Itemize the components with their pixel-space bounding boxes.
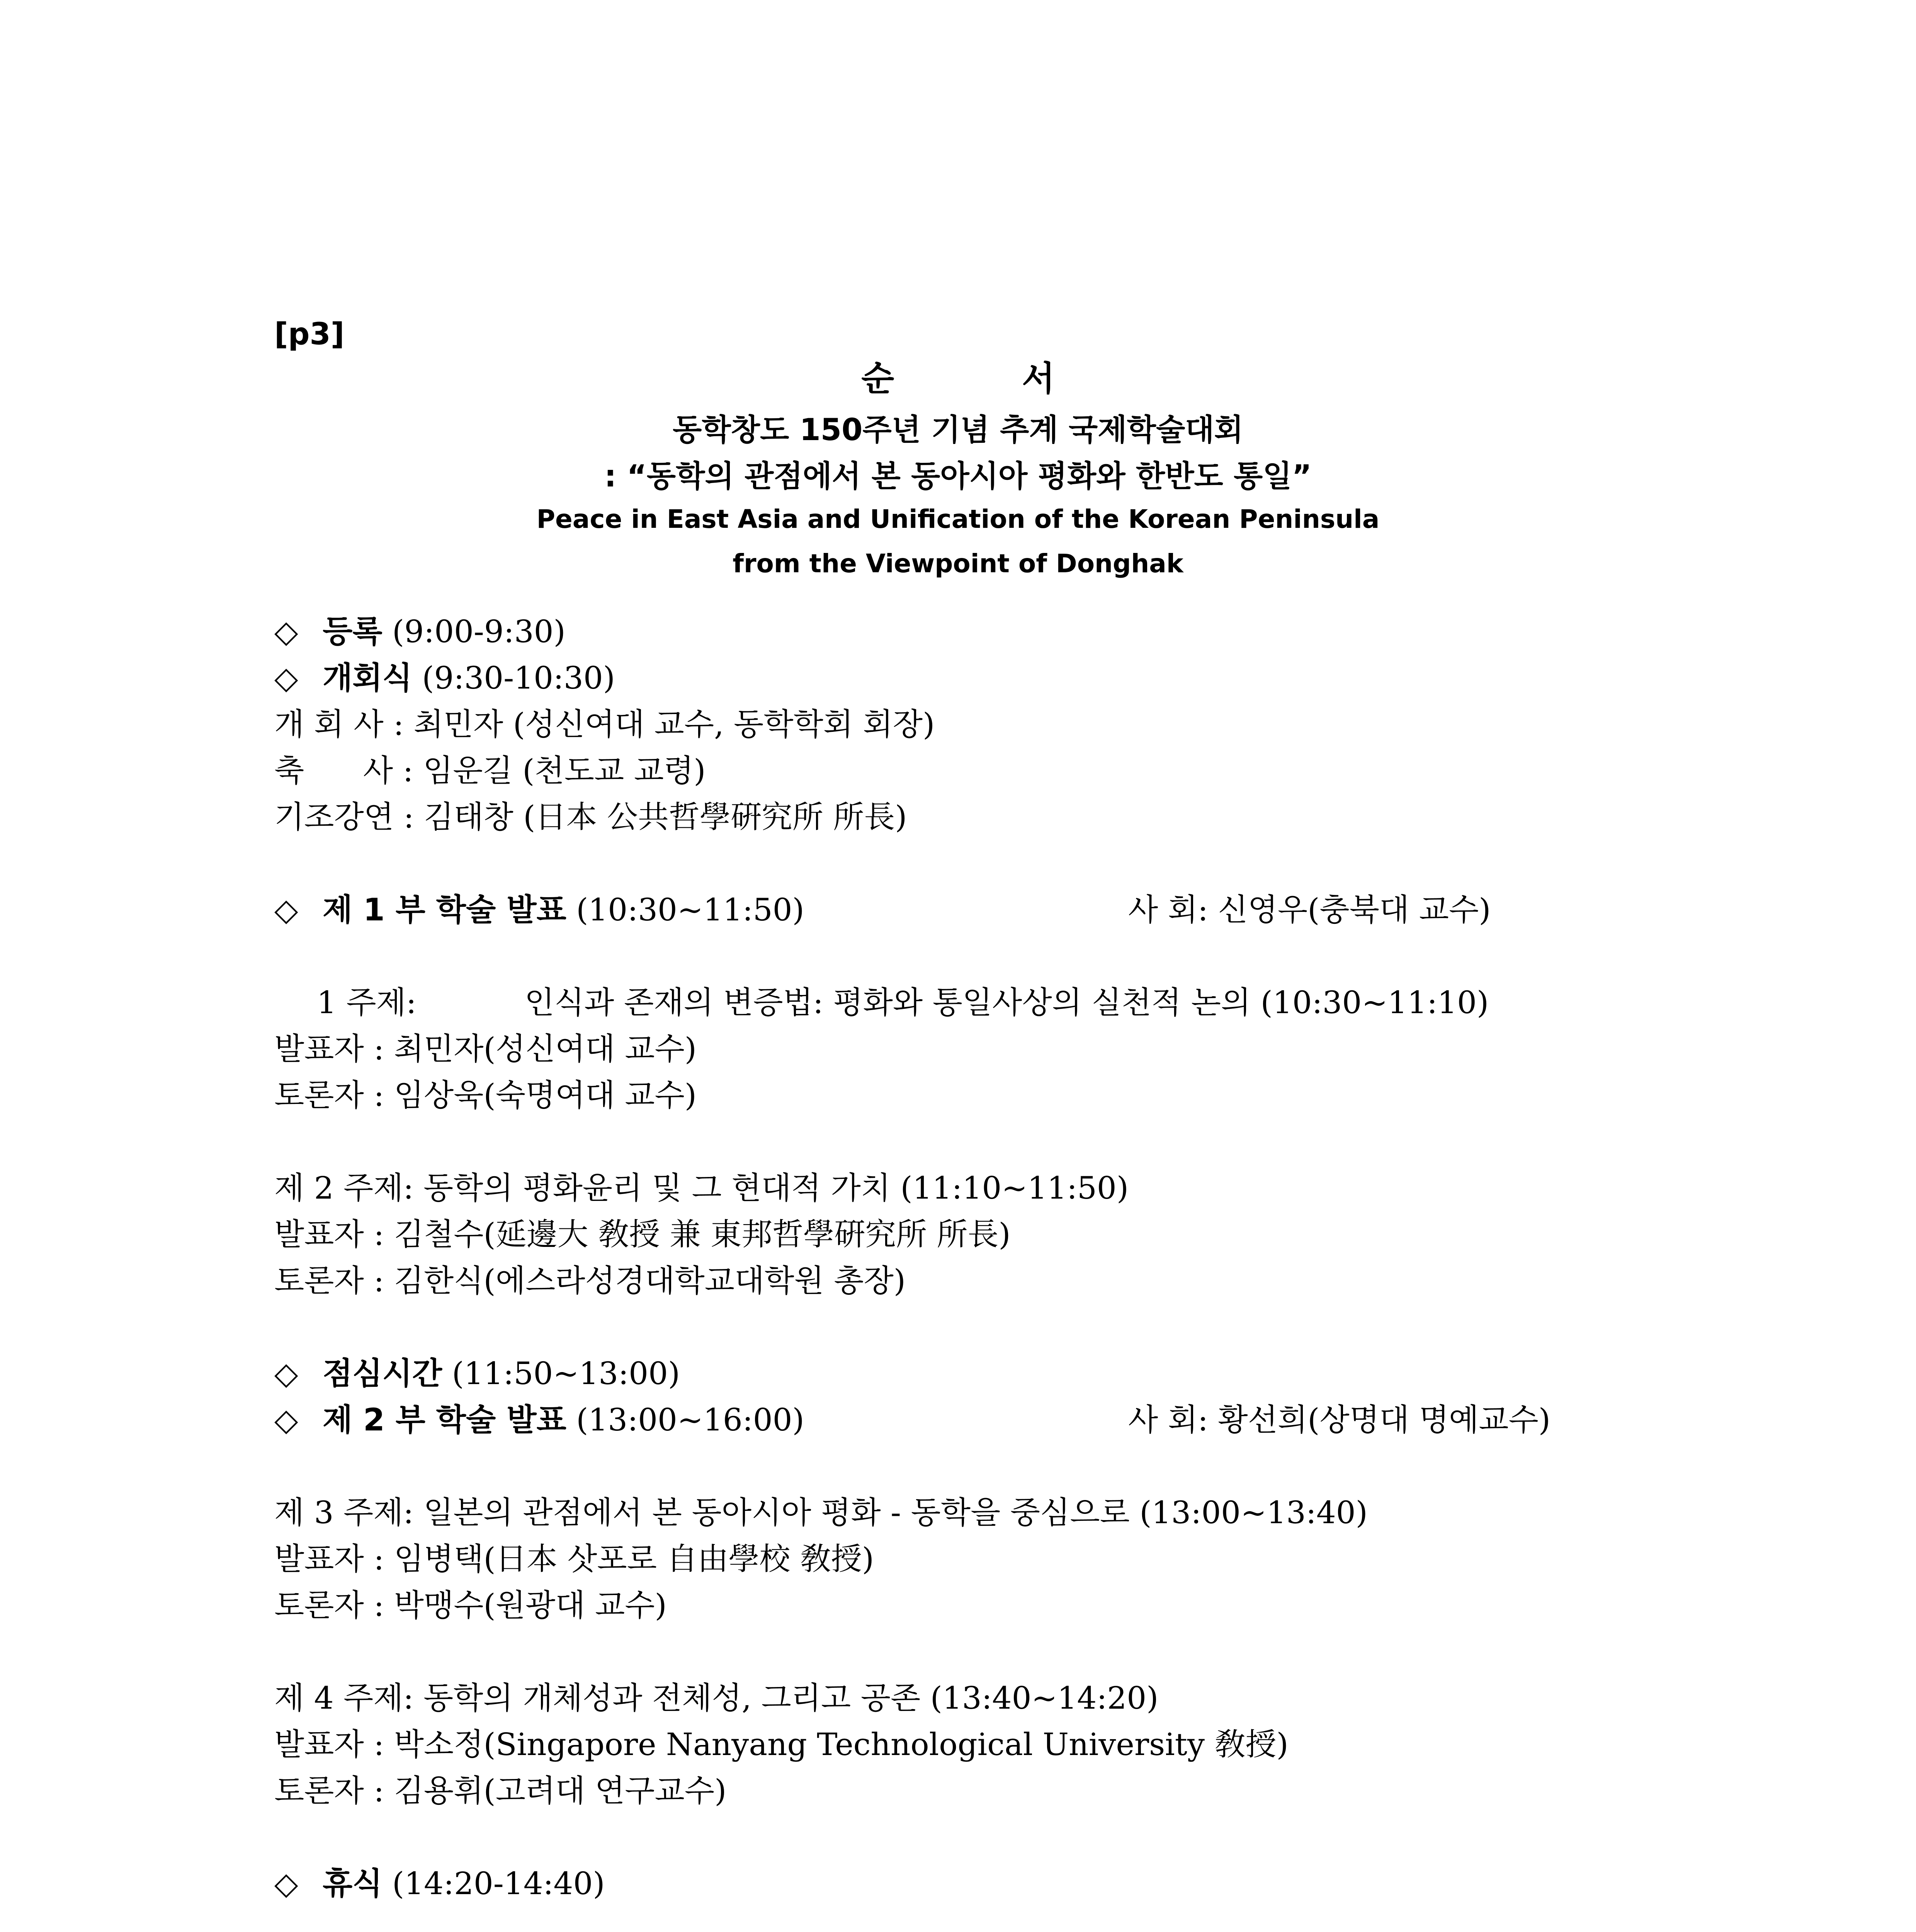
registration-label: 등록 bbox=[323, 614, 383, 650]
congratulatory-address: 축 사 : 임운길 (천도교 교령) bbox=[274, 753, 706, 789]
page-label: [p3] bbox=[274, 317, 345, 352]
english-title-line2: from the Viewpoint of Donghak bbox=[733, 549, 1183, 578]
diamond-icon: ◇ bbox=[274, 892, 298, 928]
lunch-time: (11:50~13:00) bbox=[452, 1355, 680, 1391]
break-time: (14:20-14:40) bbox=[392, 1866, 605, 1901]
lunch-row bbox=[274, 1349, 680, 1393]
keynote-speech: 기조강연 : 김태창 (日本 公共哲學硏究所 所長) bbox=[274, 799, 907, 835]
break-label: 휴식 bbox=[323, 1866, 383, 1901]
diamond-icon: ◇ bbox=[274, 660, 298, 696]
opening-time: (9:30-10:30) bbox=[422, 660, 615, 696]
opening-label: 개회식 bbox=[323, 660, 412, 696]
topic2-title: 제 2 주제: 동학의 평화윤리 및 그 현대적 가치 (11:10~11:50) bbox=[274, 1170, 1129, 1206]
topic3-discussant: 토론자 : 박맹수(원광대 교수) bbox=[274, 1587, 667, 1623]
topic4-presenter: 발표자 : 박소정(Singapore Nanyang Technological University 敎授) bbox=[274, 1726, 1289, 1762]
program-title: 순 서 bbox=[861, 359, 1113, 398]
topic3-title: 제 3 주제: 일본의 관점에서 본 동아시아 평화 - 동학을 중심으로 (13:00~13:40) bbox=[274, 1495, 1368, 1531]
opening-row bbox=[274, 653, 615, 697]
topic4-discussant: 토론자 : 김용휘(고려대 연구교수) bbox=[274, 1773, 727, 1809]
opening-address: 개 회 사 : 최민자 (성신여대 교수, 동학학회 회장) bbox=[274, 706, 935, 742]
part1-time: (10:30~11:50) bbox=[576, 892, 804, 928]
break-row bbox=[274, 1859, 605, 1903]
part1-row bbox=[274, 885, 804, 929]
topic1-discussant: 토론자 : 임상욱(숙명여대 교수) bbox=[274, 1077, 697, 1113]
part2-row bbox=[274, 1395, 804, 1439]
registration-row bbox=[274, 607, 566, 651]
conference-theme: : “동학의 관점에서 본 동아시아 평화와 한반도 통일” bbox=[604, 459, 1312, 494]
diamond-icon: ◇ bbox=[274, 1866, 298, 1901]
diamond-icon: ◇ bbox=[274, 1355, 298, 1391]
lunch-label: 점심시간 bbox=[323, 1355, 442, 1391]
topic2-presenter: 발표자 : 김철수(延邊大 敎授 兼 東邦哲學硏究所 所長) bbox=[274, 1216, 1011, 1252]
topic3-presenter: 발표자 : 임병택(日本 삿포로 自由學校 敎授) bbox=[274, 1541, 874, 1577]
part1-label: 제 1 부 학술 발표 bbox=[323, 892, 566, 928]
topic2-discussant: 토론자 : 김한식(에스라성경대학교대학원 총장) bbox=[274, 1263, 906, 1299]
conference-subtitle: 동학창도 150주년 기념 추계 국제학술대회 bbox=[672, 413, 1243, 447]
part2-host: 사 회: 황선희(상명대 명예교수) bbox=[1128, 1402, 1551, 1438]
topic1-title: 1 주제: 인식과 존재의 변증법: 평화와 통일사상의 실천적 논의 (10:30~11:10) bbox=[317, 985, 1489, 1020]
diamond-icon: ◇ bbox=[274, 614, 298, 650]
english-title-line1: Peace in East Asia and Unification of the Korean Peninsula bbox=[536, 504, 1380, 534]
part2-label: 제 2 부 학술 발표 bbox=[323, 1402, 566, 1438]
topic1-presenter: 발표자 : 최민자(성신여대 교수) bbox=[274, 1031, 697, 1067]
part1-host: 사 회: 신영우(충북대 교수) bbox=[1128, 892, 1491, 928]
registration-time: (9:00-9:30) bbox=[392, 614, 566, 650]
topic4-title: 제 4 주제: 동학의 개체성과 전체성, 그리고 공존 (13:40~14:20) bbox=[274, 1680, 1159, 1716]
diamond-icon: ◇ bbox=[274, 1402, 298, 1438]
part2-time: (13:00~16:00) bbox=[576, 1402, 804, 1438]
